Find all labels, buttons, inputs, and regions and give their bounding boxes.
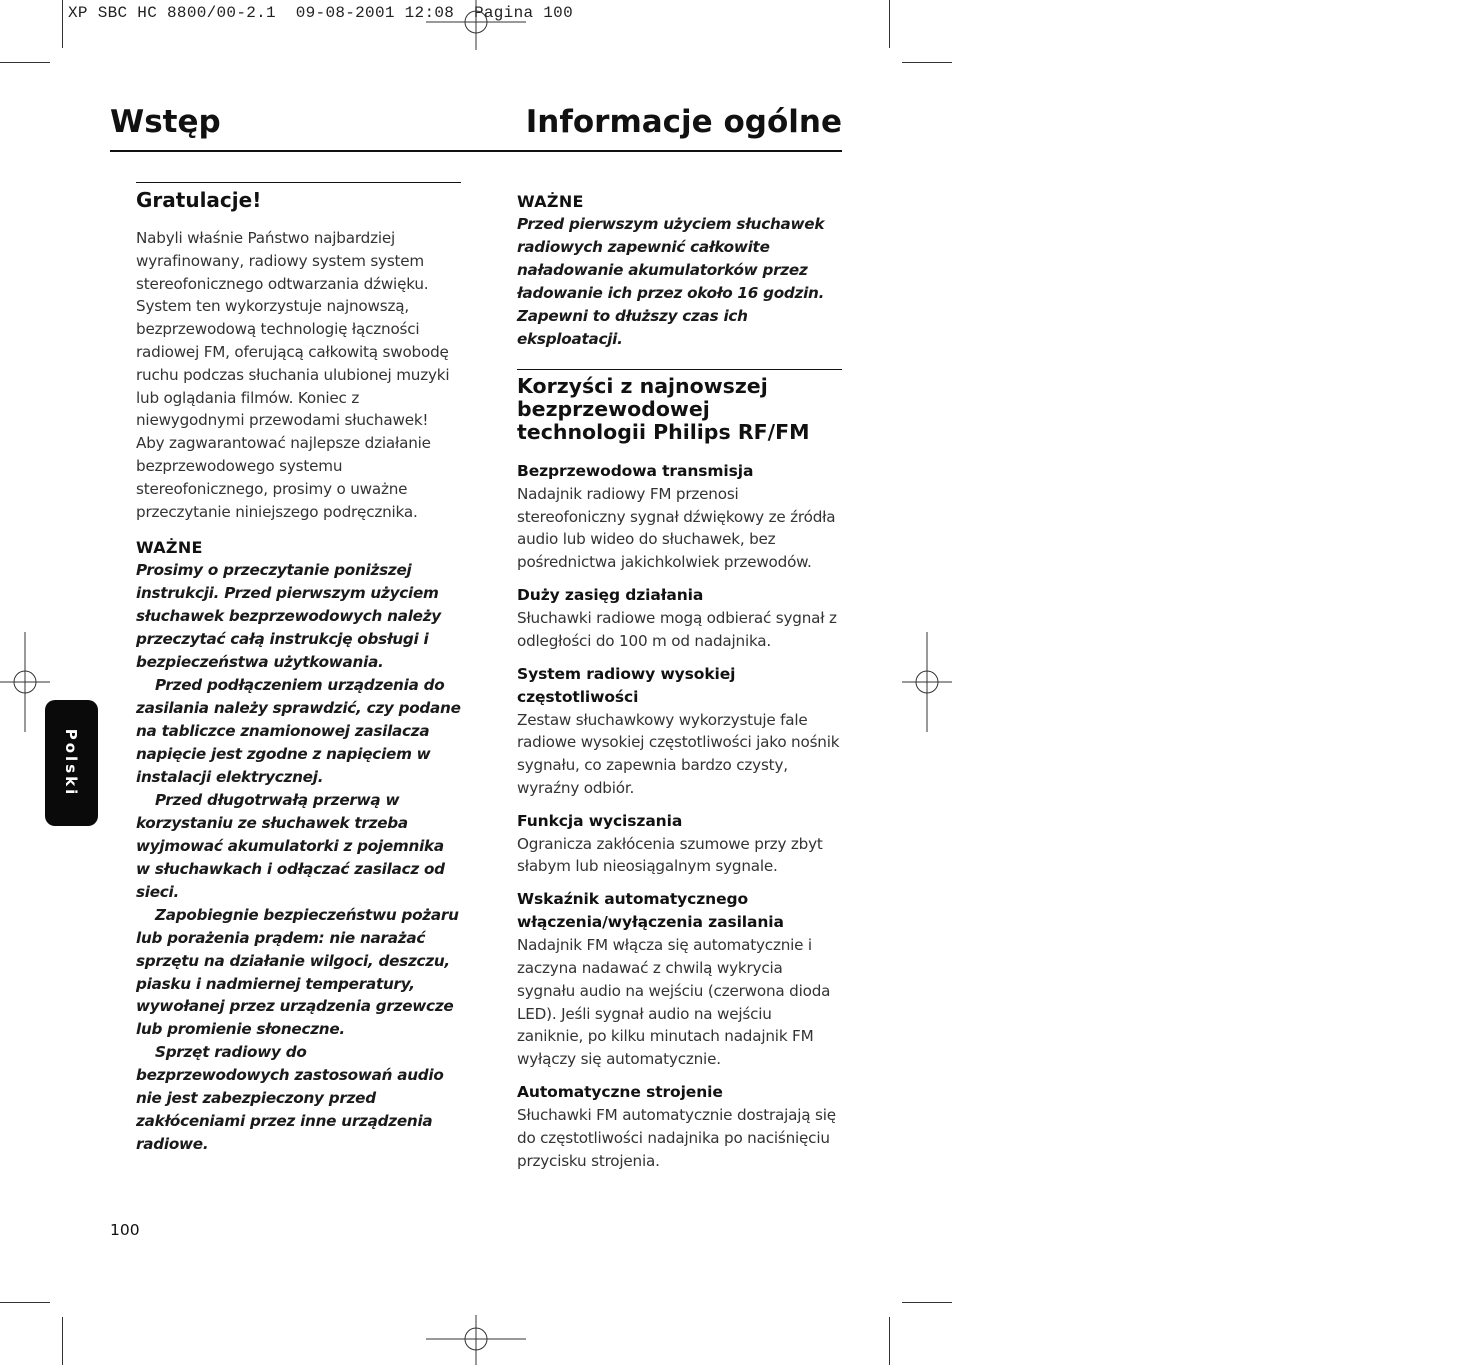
important-paragraph: Przed długotrwałą przerwą w korzystaniu ze słuchawek trzeba wyjmować akumulatorki z pojemnika w słuchawkach i odłączać zasilacz od sieci.	[136, 790, 445, 901]
header-rule	[110, 150, 842, 152]
congratulations-heading: Gratulacje!	[136, 188, 262, 212]
feature-item	[517, 810, 842, 879]
crop-mark	[889, 1317, 890, 1365]
print-slug: XP SBC HC 8800/00-2.1 09-08-2001 12:08 Pagina 100	[68, 4, 573, 22]
intro-text: Nabyli właśnie Państwo najbardziej wyrafinowany, radiowy system system stereofonicznego odtwarzania dźwięku. System ten wykorzystuje najnowszą, bezprzewodową technologię łączności radiowej FM, oferującą całkowitą swobodę ruchu podczas słuchania ulubionej muzyki lub oglądania filmów. Koniec z niewygodnymi przewodami słuchawek! Aby zagwarantować najlepsze działanie bezprzewodowego systemu stereofonicznego, prosimy o uważne przeczytanie niniejszego podręcznika.	[136, 229, 450, 521]
crop-mark	[0, 62, 50, 63]
important-paragraph: Prosimy o przeczytanie poniższej instrukcji. Przed pierwszym użyciem słuchawek bezprzewodowych należy przeczytać całą instrukcję obsługi i bezpieczeństwa użytkowania.	[136, 561, 441, 672]
section-rule	[136, 182, 461, 183]
crop-mark	[62, 0, 63, 48]
benefits-heading: Korzyści z najnowszej bezprzewodowej technologii Philips RF/FM	[517, 373, 810, 444]
page-title-right: Informacje ogólne	[525, 104, 842, 140]
section-rule	[517, 369, 842, 370]
feature-item	[517, 460, 842, 574]
feature-item	[517, 1081, 842, 1172]
feature-item	[517, 663, 842, 800]
page-number: 100	[110, 1221, 140, 1239]
feature-text: Nadajnik FM włącza się automatycznie i zaczyna nadawać z chwilą wykrycia sygnału audio na wejściu (czerwona dioda LED). Jeśli sygnał audio na wejściu zaniknie, po kilku minutach nadajnik FM wyłączy się automatycznie.	[517, 936, 831, 1069]
feature-item	[517, 584, 842, 653]
feature-item	[517, 888, 842, 1071]
feature-title: System radiowy wysokiej częstotliwości	[517, 664, 736, 706]
important-label: WAŻNE	[517, 192, 584, 211]
feature-title: Automatyczne strojenie	[517, 1083, 723, 1102]
feature-text: Ogranicza zakłócenia szumowe przy zbyt słabym lub nieosiągalnym sygnale.	[517, 834, 823, 876]
feature-text: Słuchawki FM automatycznie dostrajają się do częstotliwości nadajnika po naciśnięciu przycisku strojenia.	[517, 1106, 836, 1170]
feature-title: Funkcja wyciszania	[517, 811, 683, 830]
registration-mark-icon	[0, 632, 50, 732]
feature-title: Duży zasięg działania	[517, 585, 704, 604]
crop-mark	[889, 0, 890, 48]
important-paragraph: Zapobiegnie bezpieczeństwu pożaru lub porażenia prądem: nie narażać sprzętu na działanie wilgoci, deszczu, piasku i nadmiernej temperatury, wywołanej przez urządzenia grzewcze lub promienie słoneczne.	[136, 905, 459, 1039]
page-title-left: Wstęp	[110, 104, 221, 140]
right-column	[517, 190, 842, 1182]
language-tab-label: Polski	[62, 728, 80, 798]
important-paragraph: Sprzęt radiowy do bezprzewodowych zastosowań audio nie jest zabezpieczony przed zakłóceniami przez inne urządzenia radiowe.	[136, 1043, 444, 1154]
feature-text: Zestaw słuchawkowy wykorzystuje fale radiowe wysokiej częstotliwości jako nośnik sygnału, co zapewnia bardzo czysty, wyraźny odbiór.	[517, 710, 840, 797]
registration-mark-icon	[902, 632, 952, 732]
registration-mark-icon	[426, 1315, 526, 1365]
feature-text: Słuchawki radiowe mogą odbierać sygnał z odległości do 100 m od nadajnika.	[517, 608, 837, 650]
important-label: WAŻNE	[136, 538, 203, 558]
crop-mark	[0, 1302, 50, 1303]
left-column	[136, 182, 461, 1156]
crop-mark	[902, 62, 952, 63]
crop-mark	[62, 1317, 63, 1365]
feature-text: Nadajnik radiowy FM przenosi stereofoniczny sygnał dźwiękowy ze źródła audio lub wideo do słuchawek, bez pośrednictwa jakichkolwiek przewodów.	[517, 484, 836, 572]
crop-mark	[902, 1302, 952, 1303]
important-charging-note: Przed pierwszym użyciem słuchawek radiowych zapewnić całkowite naładowanie akumulatorków przez ładowanie ich przez około 16 godzin. Zapewni to dłuższy czas ich eksploatacji.	[517, 215, 825, 348]
important-paragraph: Przed podłączeniem urządzenia do zasilania należy sprawdzić, czy podane na tabliczce znamionowej zasilacza napięcie jest zgodne z napięciem w instalacji elektrycznej.	[136, 676, 461, 786]
feature-title: Wskaźnik automatycznego włączenia/wyłączenia zasilania	[517, 890, 784, 932]
registration-mark-icon	[426, 0, 526, 50]
language-tab	[45, 700, 98, 826]
feature-title: Bezprzewodowa transmisja	[517, 461, 754, 480]
